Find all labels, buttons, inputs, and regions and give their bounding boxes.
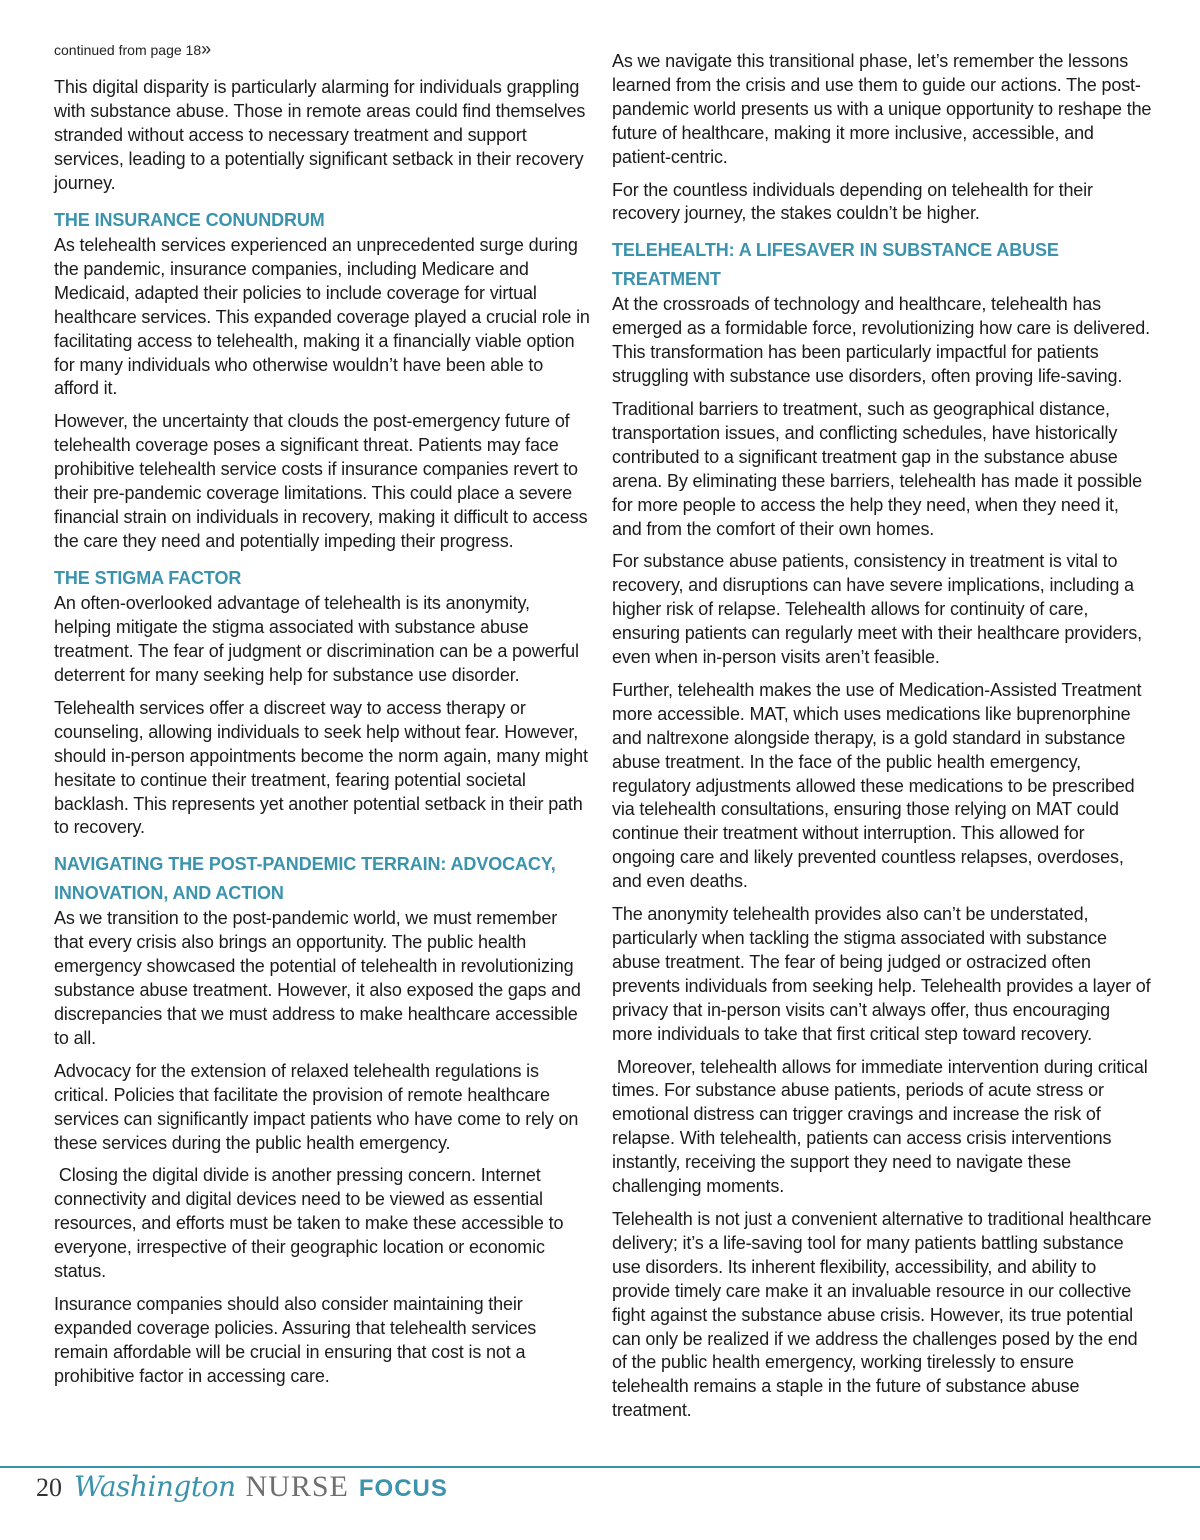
paragraph: As we transition to the post-pandemic world, we must remember that every crisis also brings an opportunity. The public health emergency showcased the potential of telehealth in revolutionizing substance abuse treatment. However, it also exposed the gaps and discrepancies that we must address to make healthcare accessible to all. — [54, 908, 581, 1048]
paragraph: At the crossroads of technology and healthcare, telehealth has emerged as a formidable force, revolutionizing how care is delivered. This transformation has been particularly impactful for patients struggling with substance use disorders, often proving life-saving. — [612, 294, 1150, 387]
paragraph: However, the uncertainty that clouds the post-emergency future of telehealth coverage poses a significant threat. Patients may face prohibitive telehealth service costs if insurance companies revert to their pre-pandemic coverage limitations. This could place a severe financial strain on individuals in recovery, making it difficult to access the care they need and potentially impeding their progress. — [54, 411, 588, 551]
masthead-washington: Washington — [74, 1470, 236, 1503]
paragraph: Moreover, telehealth allows for immediate intervention during critical times. For substance abuse patients, periods of acute stress or emotional distress can trigger cravings and increase the risk of relapse. With telehealth, patients can access crisis interventions instantly, receiving the support they need to navigate these challenging moments. — [612, 1056, 1153, 1197]
section-heading-lifesaver: TELEHEALTH: A LIFESAVER IN SUBSTANCE ABUSE TREATMENT — [612, 240, 1059, 289]
paragraph: Traditional barriers to treatment, such as geographical distance, transportation issues, and conflicting schedules, have historically contributed to a significant treatment gap in the substance abuse arena. By eliminating these barriers, telehealth has made it possible for more people to access the help they need, when they need it, and from the comfort of their own homes. — [612, 398, 1142, 539]
paragraph: An often-overlooked advantage of telehealth is its anonymity, helping mitigate the stigma associated with substance abuse treatment. The fear of judgment or discrimination can be a powerful deterrent for many seeking help for substance use disorder. — [54, 593, 579, 686]
masthead-nurse: NURSE — [245, 1470, 349, 1503]
paragraph: Telehealth services offer a discreet way to access therapy or counseling, allowing individuals to seek help without fear. However, should in-person appointments become the norm again, many might hesitate to continue their treatment, fearing potential societal backlash. This represents yet another potential setback in their path to recovery. — [54, 697, 588, 838]
paragraph: As telehealth services experienced an unprecedented surge during the pandemic, insurance companies, including Medicare and Medicaid, adapted their policies to include coverage for virtual healthcare services. This expanded coverage played a crucial role in facilitating access to telehealth, making it a financially viable option for many individuals who otherwise wouldn’t have been able to afford it. — [54, 235, 590, 399]
continued-text: continued from page 18 — [54, 42, 202, 58]
continued-from-note — [54, 39, 211, 60]
paragraph: Closing the digital divide is another pressing concern. Internet connectivity and digital devices need to be viewed as essential resources, and efforts must be taken to make these accessible to everyone, irrespective of their geographic location or economic status. — [54, 1165, 569, 1282]
section-heading-insurance: THE INSURANCE CONUNDRUM — [54, 209, 325, 230]
right-column — [612, 50, 1152, 1432]
page-number: 20 — [36, 1473, 62, 1502]
paragraph: For substance abuse patients, consistency in treatment is vital to recovery, and disruptions can have severe implications, including a higher risk of relapse. Telehealth allows for continuity of care, ensuring patients can regularly meet with their healthcare providers, even when in-person visits aren’t feasible. — [612, 551, 1142, 668]
paragraph: Advocacy for the extension of relaxed telehealth regulations is critical. Policies that facilitate the provision of remote healthcare services can significantly impact patients who have come to rely on these services during the public health emergency. — [54, 1060, 579, 1153]
section-heading-stigma: THE STIGMA FACTOR — [54, 567, 242, 588]
footer-divider — [0, 1466, 1200, 1468]
section-heading-navigating: NAVIGATING THE POST-PANDEMIC TERRAIN: ADVOCACY, INNOVATION, AND ACTION — [54, 854, 556, 903]
masthead-logo — [74, 1470, 448, 1504]
paragraph: Telehealth is not just a convenient alternative to traditional healthcare delivery; it’s a life-saving tool for many patients battling substance use disorders. Its inherent flexibility, accessibility, and ability to provide timely care make it an invaluable resource in our collective fight against the substance abuse crisis. However, its true potential can only be realized if we address the challenges posed by the end of the public health emergency, working tirelessly to ensure telehealth remains a staple in the future of substance abuse treatment. — [612, 1208, 1152, 1421]
left-column — [54, 76, 590, 1398]
masthead-focus: FOCUS — [358, 1475, 448, 1502]
paragraph: This digital disparity is particularly alarming for individuals grappling with substance abuse. Those in remote areas could find themselves stranded without access to necessary treatment and support services, leading to a potentially significant setback in their recovery journey. — [54, 77, 586, 193]
paragraph: The anonymity telehealth provides also can’t be understated, particularly when tackling the stigma associated with substance abuse treatment. The fear of being judged or ostracized often prevents individuals from seeking help. Telehealth provides a layer of privacy that in-person visits can’t always offer, thus encouraging more individuals to take that first critical step toward recovery. — [612, 904, 1151, 1044]
paragraph: Further, telehealth makes the use of Medication-Assisted Treatment more accessible. MAT, which uses medications like buprenorphine and naltrexone alongside therapy, is a gold standard in substance abuse treatment. In the face of the public health emergency, regulatory adjustments allowed these medications to be prescribed via telehealth consultations, ensuring those relying on MAT could continue their treatment without interruption. This allowed for ongoing care and likely prevented countless relapses, overdoses, and even deaths. — [612, 679, 1142, 892]
page-footer — [36, 1470, 448, 1510]
continued-arrow-icon: » — [201, 39, 212, 59]
paragraph: Insurance companies should also consider maintaining their expanded coverage policies. Assuring that telehealth services remain affordable will be crucial in ensuring that cost is not a prohibitive factor in accessing care. — [54, 1293, 537, 1386]
paragraph: For the countless individuals depending on telehealth for their recovery journey, the stakes couldn’t be higher. — [612, 179, 1093, 224]
paragraph: As we navigate this transitional phase, let’s remember the lessons learned from the crisis and use them to guide our actions. The post-pandemic world presents us with a unique opportunity to reshape the future of healthcare, making it more inclusive, accessible, and patient-centric. — [612, 51, 1152, 167]
